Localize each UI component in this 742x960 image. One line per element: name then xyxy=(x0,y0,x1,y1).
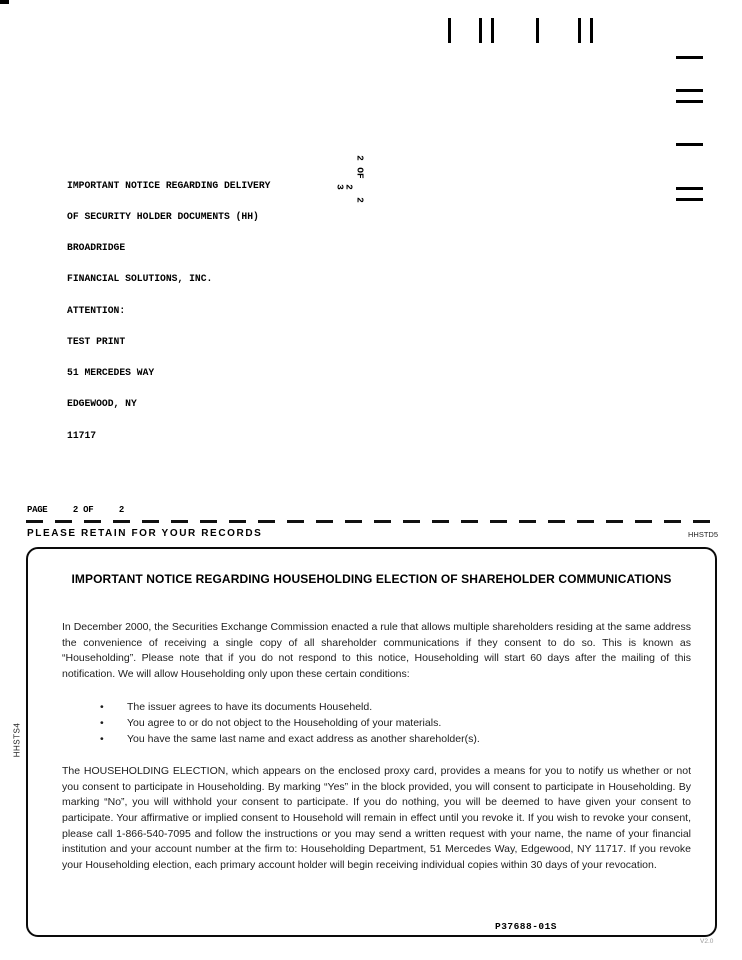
bullet-icon: • xyxy=(100,716,104,729)
list-item xyxy=(62,700,691,716)
conditions-bullet-list xyxy=(62,700,691,747)
form-code-sidebar-vertical: HHSTS4 xyxy=(12,722,22,758)
address-line: 11717 xyxy=(67,429,97,441)
vertical-insert-code-mark: 2 xyxy=(343,184,355,190)
retain-records-label: PLEASE RETAIN FOR YOUR RECORDS xyxy=(27,528,263,539)
vertical-page-count-mark: 2 xyxy=(354,197,366,203)
omr-mark xyxy=(676,143,703,146)
address-line: OF SECURITY HOLDER DOCUMENTS (HH) xyxy=(67,211,259,223)
omr-mark xyxy=(676,89,703,92)
tear-off-dashed-line xyxy=(26,520,722,523)
address-line: FINANCIAL SOLUTIONS, INC. xyxy=(67,273,213,285)
omr-mark xyxy=(676,198,703,201)
form-number: P37688-01S xyxy=(495,921,558,932)
householding-notice-box xyxy=(26,547,717,937)
address-line: EDGEWOOD, NY xyxy=(67,398,137,410)
address-line: BROADRIDGE xyxy=(67,242,126,254)
address-line: 51 MERCEDES WAY xyxy=(67,367,155,379)
corner-registration-mark xyxy=(0,0,9,4)
bullet-icon: • xyxy=(100,701,104,714)
address-line: ATTENTION: xyxy=(67,304,126,316)
registration-bar xyxy=(491,18,494,43)
recipient-address-block xyxy=(67,160,270,462)
vertical-insert-code-mark: 3 xyxy=(334,184,346,190)
registration-bar xyxy=(590,18,593,43)
list-item xyxy=(62,732,691,748)
registration-bar xyxy=(536,18,539,43)
notice-title: IMPORTANT NOTICE REGARDING HOUSEHOLDING ELECTION OF SHAREHOLDER COMMUNICATIONS xyxy=(71,572,672,586)
vertical-page-count-mark: 2 xyxy=(354,155,366,161)
bullet-icon: • xyxy=(100,732,104,745)
registration-bar xyxy=(479,18,482,43)
list-item xyxy=(62,716,691,732)
address-line: IMPORTANT NOTICE REGARDING DELIVERY xyxy=(67,179,271,191)
address-line: TEST PRINT xyxy=(67,335,126,347)
bullet-text: You have the same last name and exact address as another shareholder(s). xyxy=(127,732,480,745)
omr-mark xyxy=(676,187,703,190)
page-number-label: PAGE 2 OF 2 xyxy=(27,505,124,515)
bullet-text: You agree to or do not object to the Householding of your materials. xyxy=(127,716,442,729)
registration-bar xyxy=(578,18,581,43)
version-label: V2.0 xyxy=(700,938,714,945)
form-code-right: HHSTD5 xyxy=(688,530,719,539)
registration-bar xyxy=(448,18,451,43)
notice-body xyxy=(28,620,715,873)
notice-paragraph-2: The HOUSEHOLDING ELECTION, which appears on the enclosed proxy card, provides a means for you to notify us whether or not you consent to participate in Householding. By marking “Yes” in the block provided, you will consent to participate in Householding. By marking “No”, you will withhold your consent to participate. If you do nothing, you will be deemed to have given your consent to participate. Your affirmative or implied consent to Household will remain in effect until you revoke it. If you wish to revoke your consent, please call 1-866-540-7095 and follow the instructions or you may send a written request with your name, the name of your financial institution and your account number at the firm to: Householding Department, 51 Mercedes Way, Edgewood, NY 11717. If you revoke your Householding election, each primary account holder will begin receiving individual copies within 30 days of your revocation. xyxy=(62,765,691,871)
notice-paragraph-1: In December 2000, the Securities Exchange Commission enacted a rule that allows multiple shareholders residing at the same address the convenience of receiving a single copy of all shareholder communications if they consent to do so. This is known as “Householding”. Please note that if you do not respond to this notice, Householding will start 60 days after the mailing of this notification. We will allow Householding only upon these certain conditions: xyxy=(62,621,691,680)
omr-mark xyxy=(676,100,703,103)
vertical-page-count-mark: OF xyxy=(354,167,366,179)
omr-mark xyxy=(676,56,703,59)
bullet-text: The issuer agrees to have its documents Househeld. xyxy=(127,701,373,714)
